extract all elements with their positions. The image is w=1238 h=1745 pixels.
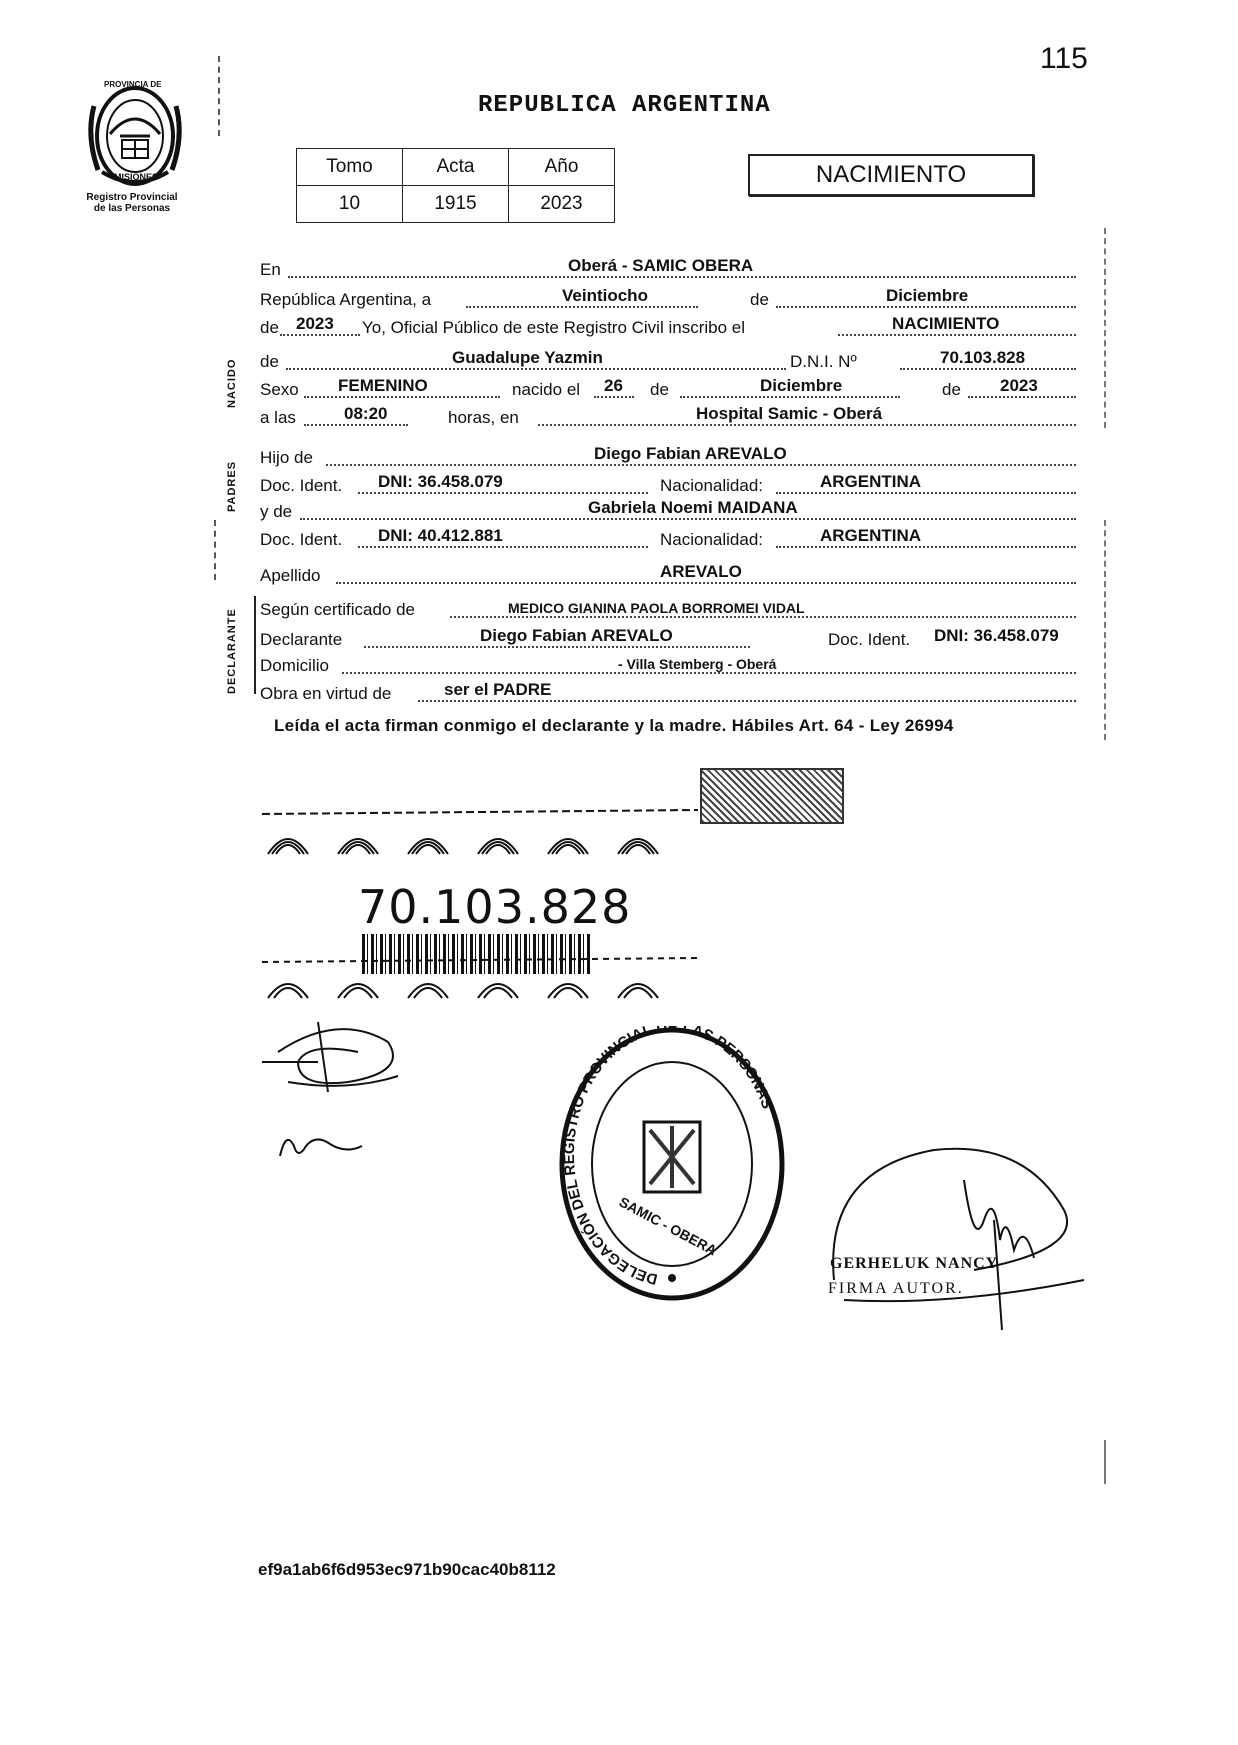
- form-row-apellido: [260, 562, 1080, 586]
- dotted-line: [326, 464, 1076, 466]
- republica-label: República Argentina, a: [260, 290, 432, 309]
- official-seal: [556, 1026, 788, 1302]
- logo-caption-line1: Registro Provincial: [86, 192, 178, 203]
- officer-signature: [824, 1130, 1094, 1330]
- dotted-line: [286, 368, 786, 370]
- madre-value: Gabriela Noemi MAIDANA: [588, 498, 798, 517]
- nombre-label: de: [260, 352, 279, 371]
- certificado-label: Según certificado de: [260, 600, 415, 619]
- form-row-nombre: [260, 348, 1080, 372]
- security-pattern-band: [258, 952, 708, 1000]
- dotted-line: [304, 396, 500, 398]
- record-label: Año: [509, 149, 615, 186]
- nacido-label: nacido el: [512, 380, 581, 399]
- year-prefix-label: de: [260, 318, 279, 337]
- dni-value: 70.103.828: [940, 348, 1026, 367]
- padre-value: Diego Fabian AREVALO: [594, 444, 787, 463]
- de-label: de: [750, 290, 769, 309]
- form-row-hora: [260, 404, 1080, 428]
- birth-year-value: 2023: [1000, 376, 1038, 395]
- form-row-padre: [260, 444, 1080, 468]
- dotted-line: [304, 424, 408, 426]
- declarante-label: Declarante: [260, 630, 343, 649]
- officer-name: GERHELUK NANCY: [830, 1255, 999, 1272]
- domicilio-label: Domicilio: [260, 656, 329, 675]
- country-title: REPUBLICA ARGENTINA: [478, 92, 771, 119]
- form-row-domicilio: [260, 652, 1080, 676]
- seal-inner-text: SAMIC - OBERA: [616, 1193, 720, 1259]
- a-las-label: a las: [260, 408, 296, 427]
- horas-label: horas, en: [448, 408, 519, 427]
- side-label-nacido: NACIDO: [226, 358, 238, 408]
- birth-day-value: 26: [604, 376, 623, 395]
- month-value: Diciembre: [886, 286, 969, 305]
- security-pattern-band: [258, 800, 708, 858]
- hora-value: 08:20: [344, 404, 388, 423]
- dotted-line: [342, 672, 1076, 674]
- security-hologram: [700, 768, 844, 824]
- dotted-line: [776, 492, 1076, 494]
- side-label-padres: PADRES: [226, 460, 238, 512]
- document-hash: ef9a1ab6f6d953ec971b90cac40b8112: [258, 1560, 556, 1579]
- lugar-value: Hospital Samic - Oberá: [696, 404, 883, 423]
- inscribo-value: NACIMIENTO: [892, 314, 1000, 333]
- margin-mark: [1104, 228, 1108, 428]
- certificado-value: MEDICO GIANINA PAOLA BORROMEI VIDAL: [508, 600, 805, 616]
- dotted-line: [364, 646, 750, 648]
- nacionalidad-label: Nacionalidad:: [660, 476, 764, 495]
- yde-label: y de: [260, 502, 293, 521]
- form-row-date: [260, 286, 1080, 310]
- dotted-line: [968, 396, 1076, 398]
- sexo-value: FEMENINO: [338, 376, 428, 395]
- margin-mark: [218, 56, 222, 136]
- domicilio-value: - Villa Stemberg - Oberá: [618, 656, 777, 672]
- dotted-line: [288, 276, 1076, 278]
- doc-label: Doc. Ident.: [828, 630, 911, 649]
- form-row-madre-doc: [260, 526, 1080, 550]
- obra-label: Obra en virtud de: [260, 684, 392, 703]
- declarante-value: Diego Fabian AREVALO: [480, 626, 673, 645]
- officer-title: FIRMA AUTOR.: [828, 1280, 964, 1297]
- closing-statement: Leída el acta firman conmigo el declarante y la madre. Hábiles Art. 64 - Ley 26994: [274, 716, 954, 735]
- dni-label: D.N.I. Nº: [790, 352, 857, 371]
- margin-mark: [214, 520, 218, 580]
- record-label: Tomo: [297, 149, 403, 186]
- document-type-box: NACIMIENTO: [748, 154, 1034, 196]
- nacionalidad-label: Nacionalidad:: [660, 530, 764, 549]
- dotted-line: [358, 546, 648, 548]
- logo-motto-top: PROVINCIA DE: [104, 80, 162, 89]
- oficial-text: Yo, Oficial Público de este Registro Civil inscribo el: [362, 318, 745, 337]
- form-row-declarante: [260, 626, 1080, 650]
- dotted-line: [538, 424, 1076, 426]
- declarante-doc-value: DNI: 36.458.079: [934, 626, 1059, 645]
- dotted-line: [450, 616, 1076, 618]
- section-divider: [254, 596, 256, 694]
- en-label: En: [260, 260, 281, 279]
- dotted-line: [358, 492, 648, 494]
- logo-caption-line2: de las Personas: [93, 203, 171, 214]
- obra-value: ser el PADRE: [444, 680, 552, 699]
- place-value: Oberá - SAMIC OBERA: [568, 256, 754, 275]
- declarante-signature: [258, 1012, 418, 1102]
- dotted-line: [680, 396, 900, 398]
- doc-label: Doc. Ident.: [260, 530, 343, 549]
- madre-signature: [276, 1126, 366, 1166]
- record-value-row: [297, 186, 615, 223]
- dotted-line: [838, 334, 1076, 336]
- birth-de-label: de: [650, 380, 669, 399]
- margin-mark: [1104, 1440, 1108, 1484]
- sexo-label: Sexo: [260, 380, 299, 399]
- dotted-line: [300, 518, 1076, 520]
- side-label-declarante: DECLARANTE: [226, 608, 238, 694]
- ano-value: 2023: [509, 186, 615, 223]
- apellido-value: AREVALO: [660, 562, 742, 581]
- dotted-line: [336, 582, 1076, 584]
- form-row-madre: [260, 498, 1080, 522]
- form-row-obra: [260, 680, 1080, 704]
- birth-month-value: Diciembre: [760, 376, 843, 395]
- form-row-sexo: [260, 376, 1080, 400]
- acta-value: 1915: [403, 186, 509, 223]
- tomo-value: 10: [297, 186, 403, 223]
- logo-caption: [62, 192, 202, 214]
- madre-doc-value: DNI: 40.412.881: [378, 526, 503, 545]
- record-header-row: [297, 149, 615, 186]
- year-value: 2023: [296, 314, 334, 333]
- hijo-label: Hijo de: [260, 448, 313, 467]
- record-table: [296, 148, 615, 223]
- dotted-line: [280, 334, 360, 336]
- dotted-line: [776, 546, 1076, 548]
- dotted-line: [466, 306, 698, 308]
- dotted-line: [594, 396, 634, 398]
- record-label: Acta: [403, 149, 509, 186]
- form-row-en: [260, 256, 1080, 280]
- form-row-padre-doc: [260, 472, 1080, 496]
- dni-large-number: 70.103.828: [358, 880, 632, 934]
- nombre-value: Guadalupe Yazmin: [452, 348, 603, 367]
- dotted-line: [418, 700, 1076, 702]
- seal-outer-text: DELEGACIÓN DEL REGISTRO PROVINCIAL DE LAS PERSONAS: [560, 1026, 776, 1288]
- madre-nac-value: ARGENTINA: [820, 526, 922, 545]
- doc-label: Doc. Ident.: [260, 476, 343, 495]
- page-number: 115: [1040, 42, 1088, 75]
- margin-mark: [1104, 520, 1108, 740]
- form-row-certificado: [260, 596, 1080, 620]
- day-words-value: Veintiocho: [562, 286, 648, 305]
- apellido-label: Apellido: [260, 566, 321, 585]
- logo-motto-bottom: MISIONES: [114, 172, 159, 182]
- dotted-line: [900, 368, 1076, 370]
- birth-de2-label: de: [942, 380, 961, 399]
- dotted-line: [776, 306, 1076, 308]
- padre-doc-value: DNI: 36.458.079: [378, 472, 503, 491]
- padre-nac-value: ARGENTINA: [820, 472, 922, 491]
- form-row-inscribo: [260, 314, 1080, 338]
